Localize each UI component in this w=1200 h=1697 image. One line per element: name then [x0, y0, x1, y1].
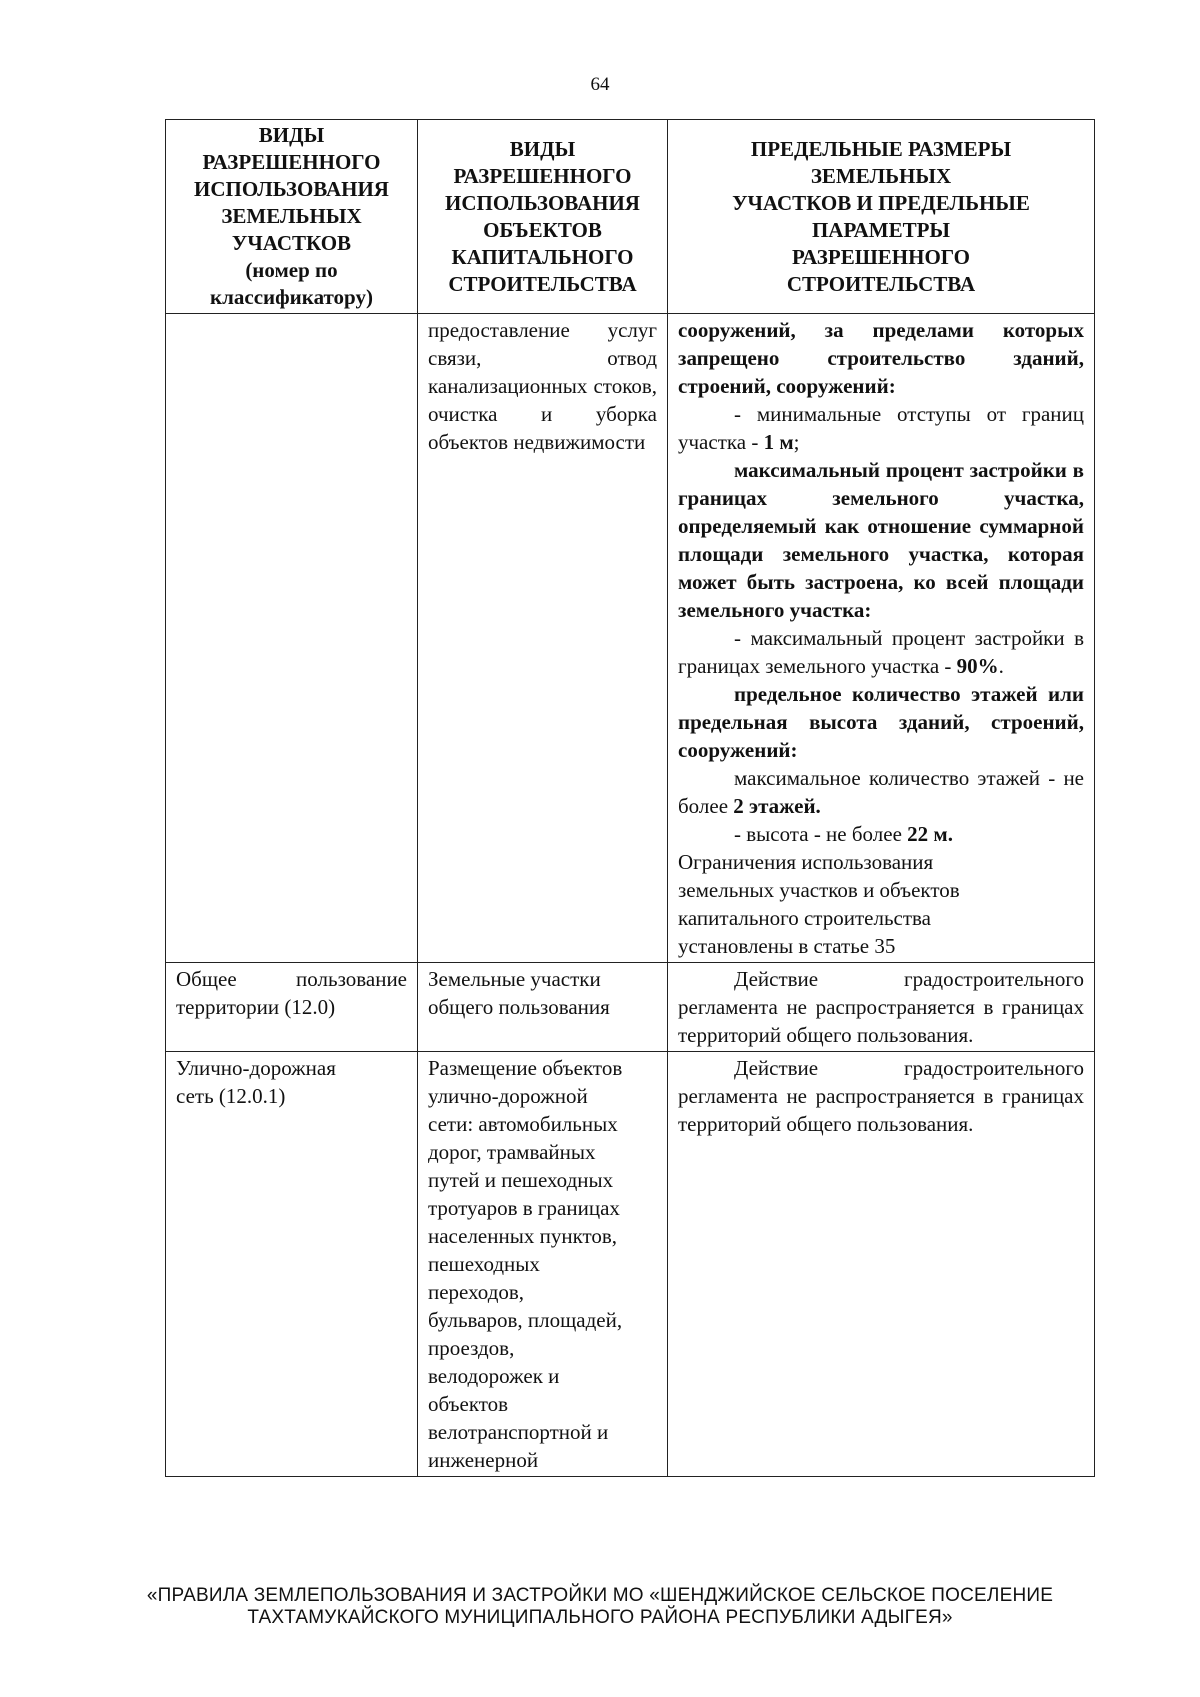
- row1-parameters: сооружений, за пределами которых запрещено строительство зданий, строений, сооружений: - минимальные отступы от границ участка - 1 м; максимальный процент застройки в границах земельного участка, определяемый как отношение суммарной площади земельного участка, которая может быть застроена, ко всей площади земельного участка: - максимальный процент застройки в границах земельного участка - 90%. предельное количество этажей или предельная высота зданий, строений, сооружений: максимальное количество этажей - не более 2 этажей. - высота - не более 22 м. Ограничения использования земельных участков и объектов капитального строительства установлены в статье 35: [668, 314, 1095, 963]
- row3-construction-use: Размещение объектов улично-дорожной сети: автомобильных дорог, трамвайных путей и пешеходных тротуаров в границах населенных пунктов, пешеходных переходов, бульваров, площадей, проездов, велодорожек и объектов велотранспортной и инженерной: [418, 1052, 668, 1477]
- row1-construction-use: предоставление услуг связи, отвод канализационных стоков, очистка и уборка объектов недвижимости: [418, 314, 668, 963]
- row2-land-use: Общее пользование территории (12.0): [166, 963, 418, 1052]
- header-land-use-types: ВИДЫ РАЗРЕШЕННОГО ИСПОЛЬЗОВАНИЯ ЗЕМЕЛЬНЫХ УЧАСТКОВ (номер по классификатору): [166, 120, 418, 314]
- header-limit-parameters: ПРЕДЕЛЬНЫЕ РАЗМЕРЫ ЗЕМЕЛЬНЫХ УЧАСТКОВ И ПРЕДЕЛЬНЫЕ ПАРАМЕТРЫ РАЗРЕШЕННОГО СТРОИТЕЛЬСТВА: [668, 120, 1095, 314]
- table-row: [166, 1052, 1095, 1477]
- row2-construction-use: Земельные участки общего пользования: [418, 963, 668, 1052]
- header-construction-use-types: ВИДЫ РАЗРЕШЕННОГО ИСПОЛЬЗОВАНИЯ ОБЪЕКТОВ КАПИТАЛЬНОГО СТРОИТЕЛЬСТВА: [418, 120, 668, 314]
- row1-land-use: [166, 314, 418, 963]
- document-footer: [0, 1585, 1200, 1629]
- row2-parameters: Действие градостроительного регламента не распространяется в границах территорий общего пользования.: [668, 963, 1095, 1052]
- row3-parameters: Действие градостроительного регламента не распространяется в границах территорий общего пользования.: [668, 1052, 1095, 1477]
- page-number: 64: [590, 74, 610, 95]
- table-row: [166, 963, 1095, 1052]
- footer-line-2: ТАХТАМУКАЙСКОГО МУНИЦИПАЛЬНОГО РАЙОНА РЕСПУБЛИКИ АДЫГЕЯ»: [247, 1607, 953, 1628]
- footer-line-1: «ПРАВИЛА ЗЕМЛЕПОЛЬЗОВАНИЯ И ЗАСТРОЙКИ МО «ШЕНДЖИЙСКОЕ СЕЛЬСКОЕ ПОСЕЛЕНИЕ: [146, 1585, 1054, 1606]
- table-header-row: [166, 120, 1095, 314]
- row3-land-use: Улично-дорожная сеть (12.0.1): [166, 1052, 418, 1477]
- regulations-table: [165, 119, 1095, 1477]
- table-row: [166, 314, 1095, 963]
